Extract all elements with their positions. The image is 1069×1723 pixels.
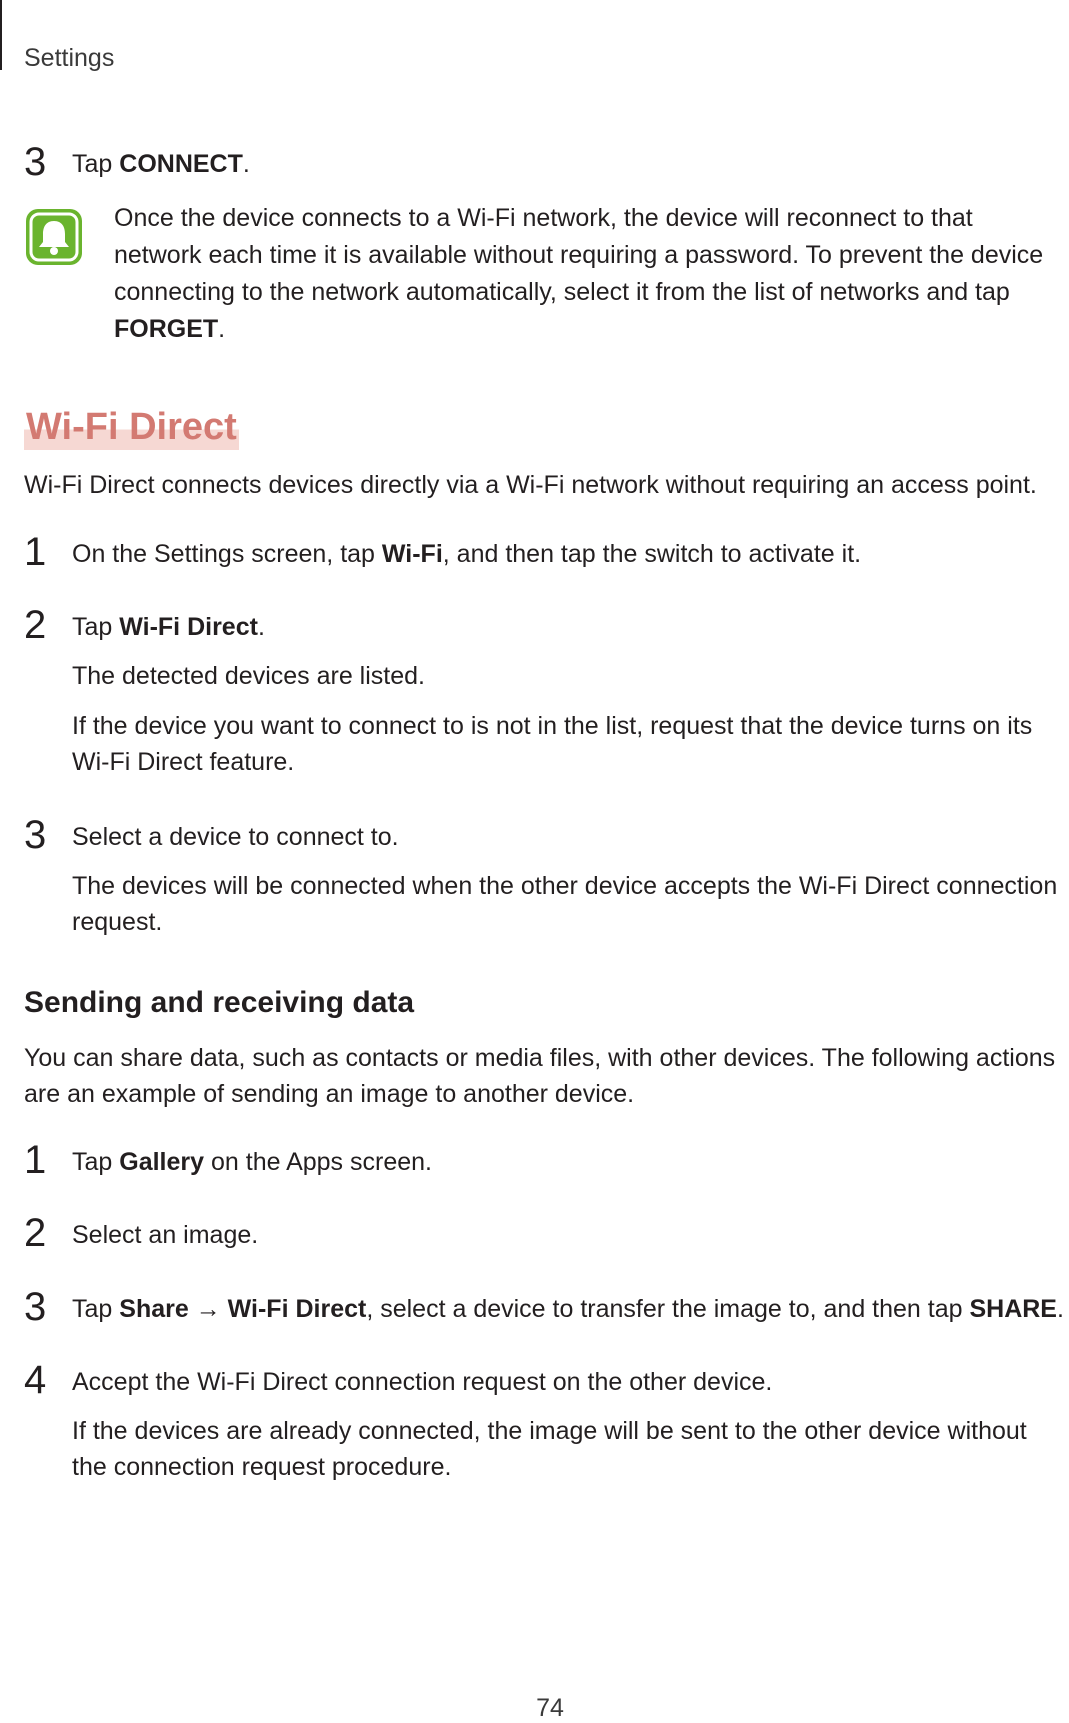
step-number: 1 <box>24 1138 47 1182</box>
step-text: Select an image. <box>72 1221 259 1249</box>
subsection-title-sending: Sending and receiving data <box>24 986 415 1019</box>
step-text: Tap Share → Wi-Fi Direct, select a device to transfer the image to, and then tap SHARE. <box>72 1295 1064 1323</box>
step-detail: The detected devices are listed. <box>72 662 425 690</box>
wifi-direct-intro: Wi-Fi Direct connects devices directly via a Wi-Fi network without requiring an access point. <box>24 471 1037 499</box>
step-number: 4 <box>24 1358 47 1402</box>
step-number: 3 <box>24 813 47 857</box>
step-number: 2 <box>24 603 47 647</box>
step-number: 3 <box>24 140 47 184</box>
step-number: 1 <box>24 530 47 574</box>
note-text: Once the device connects to a Wi-Fi network, the device will reconnect to that network each time it is available without requiring a password. To prevent the device connecting to the network automatically, select it from the list of networks and tap FORGET. <box>114 204 1044 343</box>
section-title-wifi-direct: Wi-Fi Direct <box>26 406 237 448</box>
margin-rule <box>0 0 2 70</box>
step-detail: If the device you want to connect to is not in the list, request that the device turns on its Wi-Fi Direct feature. <box>72 712 1033 776</box>
step-number: 3 <box>24 1285 47 1329</box>
step-detail: If the devices are already connected, the image will be sent to the other device without the connection request procedure. <box>72 1417 1027 1481</box>
step-text: Accept the Wi-Fi Direct connection request on the other device. <box>72 1368 773 1396</box>
bell-icon <box>24 207 84 267</box>
step-text: Tap Gallery on the Apps screen. <box>72 1148 432 1176</box>
step-text: Select a device to connect to. <box>72 823 399 851</box>
step-text: Tap CONNECT. <box>72 150 250 178</box>
step-number: 2 <box>24 1211 47 1255</box>
step-text: Tap Wi-Fi Direct. <box>72 613 265 641</box>
page-number: 74 <box>536 1694 564 1722</box>
running-header: Settings <box>24 44 115 72</box>
step-text: On the Settings screen, tap Wi-Fi, and then tap the switch to activate it. <box>72 540 862 568</box>
step-detail: The devices will be connected when the other device accepts the Wi-Fi Direct connection request. <box>72 872 1058 936</box>
sending-intro: You can share data, such as contacts or media files, with other devices. The following actions are an example of sending an image to another device. <box>24 1044 1056 1108</box>
